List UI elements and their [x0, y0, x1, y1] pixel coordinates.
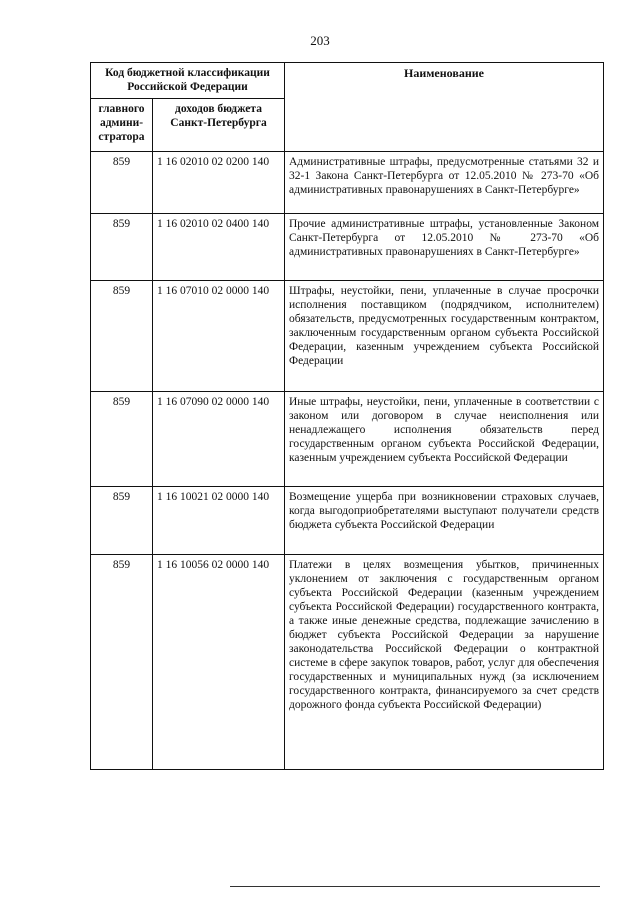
budget-code-cell: 1 16 02010 02 0200 140 — [153, 152, 285, 214]
name-cell: Возмещение ущерба при возникновении страховых случаев, когда выгодоприобретателями выступают получатели средств бюджета субъекта Российской Федерации — [285, 487, 604, 555]
budget-code-cell: 1 16 02010 02 0400 140 — [153, 214, 285, 281]
admin-code-cell: 859 — [91, 214, 153, 281]
page-number: 203 — [310, 33, 330, 48]
header-row-top — [91, 63, 604, 99]
table-row — [91, 281, 604, 392]
budget-classification-table — [90, 62, 604, 770]
admin-code-cell: 859 — [91, 152, 153, 214]
table-row — [91, 555, 604, 770]
budget-code-cell: 1 16 07010 02 0000 140 — [153, 281, 285, 392]
name-cell: Штрафы, неустойки, пени, уплаченные в случае просрочки исполнения поставщиком (подрядчиком, исполнителем) обязательств, предусмотренных государственным контрактом, заключенным государственным органом субъекта Российской Федерации, казенным учреждением субъекта Российской Федерации — [285, 281, 604, 392]
budget-code-cell: 1 16 07090 02 0000 140 — [153, 392, 285, 487]
table-row — [91, 392, 604, 487]
name-cell: Административные штрафы, предусмотренные статьями 32 и 32-1 Закона Санкт-Петербурга от 12.05.2010 № 273-70 «Об административных правонарушениях в Санкт-Петербурге» — [285, 152, 604, 214]
header-income: доходов бюджета Санкт-Петербурга — [153, 99, 285, 152]
budget-code-cell: 1 16 10021 02 0000 140 — [153, 487, 285, 555]
name-cell: Иные штрафы, неустойки, пени, уплаченные в соответствии с законом или договором в случае неисполнения или ненадлежащего исполнения обязательств перед государственным органом субъекта Российской Федерации, казенным учреждением субъекта Российской Федерации — [285, 392, 604, 487]
admin-code-cell: 859 — [91, 555, 153, 770]
header-name: Наименование — [285, 63, 604, 152]
table-row — [91, 487, 604, 555]
table-row — [91, 152, 604, 214]
admin-code-cell: 859 — [91, 487, 153, 555]
header-admin: главного админи-стратора — [91, 99, 153, 152]
table-row — [91, 214, 604, 281]
footer-divider — [230, 886, 600, 887]
admin-code-cell: 859 — [91, 281, 153, 392]
name-cell: Платежи в целях возмещения убытков, причиненных уклонением от заключения с государственным органом субъекта Российской Федерации (казенным учреждением субъекта Российской Федерации) государственного контракта, а также иные денежные средства, подлежащие зачислению в бюджет субъекта Российской Федерации за нарушение законодательства Российской Федерации о контрактной системе в сфере закупок товаров, работ, услуг для обеспечения государственных и муниципальных нужд (за исключением государственного контракта, финансируемого за счет средств дорожного фонда субъекта Российской Федерации) — [285, 555, 604, 770]
admin-code-cell: 859 — [91, 392, 153, 487]
name-cell: Прочие административные штрафы, установленные Законом Санкт-Петербурга от 12.05.2010 № 273-70 «Об административных правонарушениях в Санкт-Петербурге» — [285, 214, 604, 281]
budget-code-cell: 1 16 10056 02 0000 140 — [153, 555, 285, 770]
header-code-group: Код бюджетной классификации Российской Федерации — [91, 63, 285, 99]
